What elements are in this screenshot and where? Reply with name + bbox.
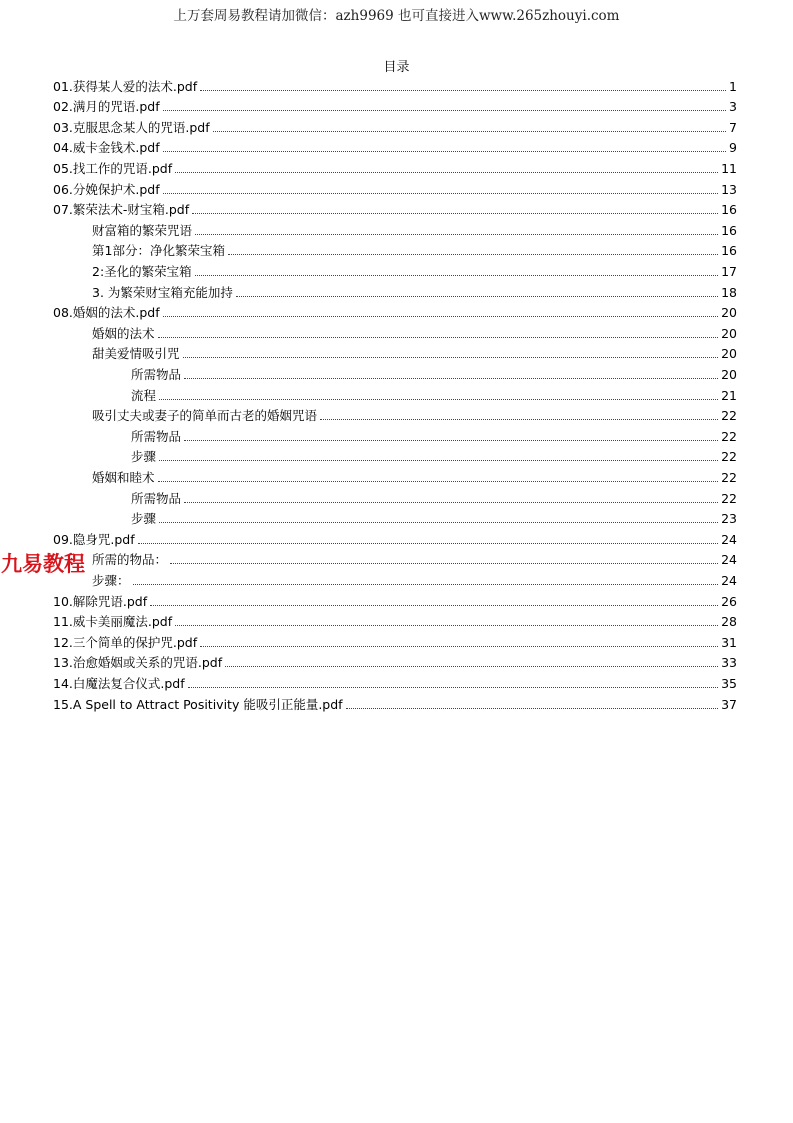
toc-entry-label: 12.三个简单的保护咒.pdf (53, 634, 198, 650)
toc-entry-page-number: 22 (721, 408, 737, 424)
toc-entry-label: 08.婚姻的法术.pdf (53, 305, 160, 321)
toc-dot-leader (159, 459, 718, 461)
toc-dot-leader (200, 89, 726, 91)
toc-entry-page-number: 20 (721, 325, 737, 341)
toc-entry[interactable] (92, 548, 737, 569)
toc-dot-leader (346, 707, 719, 709)
toc-dot-leader (225, 665, 718, 667)
toc-dot-leader (183, 356, 719, 358)
toc-entry-page-number: 1 (729, 78, 737, 94)
toc-entry-page-number: 16 (721, 222, 737, 238)
toc-entry[interactable] (53, 589, 737, 610)
toc-entry-page-number: 37 (721, 696, 737, 712)
toc-entry[interactable] (53, 115, 737, 136)
toc-entry-label: 财富箱的繁荣咒语 (92, 222, 193, 238)
toc-entry-page-number: 35 (721, 675, 737, 691)
toc-dot-leader (170, 562, 718, 564)
toc-entry-page-number: 13 (721, 181, 737, 197)
toc-entry[interactable] (53, 610, 737, 631)
toc-entry[interactable] (53, 651, 737, 672)
toc-entry[interactable] (53, 136, 737, 157)
toc-entry-page-number: 24 (721, 531, 737, 547)
toc-entry-page-number: 11 (721, 160, 737, 176)
toc-entry-page-number: 26 (721, 593, 737, 609)
toc-entry-label: 步骤： (92, 572, 130, 588)
toc-dot-leader (320, 418, 718, 420)
toc-entry-label: 13.治愈婚姻或关系的咒语.pdf (53, 655, 223, 671)
toc-entry-label: 所需物品 (131, 490, 182, 506)
toc-entry-label: 04.威卡金钱术.pdf (53, 140, 160, 156)
toc-entry-label: 01.获得某人爱的法术.pdf (53, 78, 198, 94)
toc-dot-leader (228, 253, 718, 255)
toc-entry[interactable] (53, 301, 737, 322)
toc-dot-leader (163, 315, 718, 317)
toc-entry-label: 15.A Spell to Attract Positivity 能吸引正能量.pdf (53, 696, 343, 712)
toc-dot-leader (158, 336, 719, 338)
toc-dot-leader (163, 192, 718, 194)
toc-dot-leader (175, 624, 718, 626)
toc-entry[interactable] (92, 342, 737, 363)
toc-entry[interactable] (92, 259, 737, 280)
toc-entry-label: 14.白魔法复合仪式.pdf (53, 675, 185, 691)
toc-entry-page-number: 16 (721, 243, 737, 259)
toc-entry-page-number: 7 (729, 119, 737, 135)
toc-entry-page-number: 33 (721, 655, 737, 671)
toc-entry-page-number: 3 (729, 99, 737, 115)
toc-entry-label: 甜美爱情吸引咒 (92, 346, 180, 362)
toc-entry[interactable] (53, 671, 737, 692)
toc-dot-leader (188, 686, 718, 688)
toc-entry[interactable] (53, 527, 737, 548)
toc-entry-page-number: 9 (729, 140, 737, 156)
toc-entry[interactable] (53, 198, 737, 219)
toc-entry-label: 06.分娩保护术.pdf (53, 181, 160, 197)
toc-dot-leader (150, 604, 718, 606)
toc-entry-label: 吸引丈夫或妻子的简单而古老的婚姻咒语 (92, 408, 318, 424)
toc-entry-label: 3. 为繁荣财宝箱充能加持 (92, 284, 233, 300)
toc-entry[interactable] (131, 445, 737, 466)
toc-entry-page-number: 24 (721, 552, 737, 568)
toc-dot-leader (159, 521, 718, 523)
toc-dot-leader (195, 233, 718, 235)
toc-entry-page-number: 20 (721, 305, 737, 321)
toc-entry-page-number: 16 (721, 202, 737, 218)
toc-dot-leader (163, 150, 726, 152)
toc-entry-label: 所需物品 (131, 366, 182, 382)
toc-dot-leader (163, 109, 726, 111)
toc-entry-page-number: 20 (721, 346, 737, 362)
toc-entry-page-number: 28 (721, 614, 737, 630)
toc-entry-page-number: 23 (721, 511, 737, 527)
toc-dot-leader (236, 295, 718, 297)
toc-entry[interactable] (92, 568, 737, 589)
toc-entry[interactable] (92, 321, 737, 342)
toc-dot-leader (175, 171, 718, 173)
toc-dot-leader (184, 439, 718, 441)
toc-entry-label: 02.满月的咒语.pdf (53, 99, 160, 115)
toc-dot-leader (158, 480, 719, 482)
toc-dot-leader (184, 501, 718, 503)
toc-entry-page-number: 24 (721, 572, 737, 588)
toc-entry-label: 2:圣化的繁荣宝箱 (92, 263, 192, 279)
toc-entry-page-number: 17 (721, 263, 737, 279)
toc-entry[interactable] (53, 95, 737, 116)
toc-entry-page-number: 22 (721, 449, 737, 465)
toc-entry[interactable] (92, 239, 737, 260)
toc-entry-label: 10.解除咒语.pdf (53, 593, 148, 609)
toc-entry-label: 03.克服思念某人的咒语.pdf (53, 119, 210, 135)
toc-entry-label: 11.威卡美丽魔法.pdf (53, 614, 173, 630)
toc-entry[interactable] (53, 692, 737, 713)
toc-entry-page-number: 31 (721, 634, 737, 650)
toc-entry[interactable] (92, 404, 737, 425)
toc-dot-leader (195, 274, 718, 276)
toc-dot-leader (138, 542, 718, 544)
toc-entry[interactable] (53, 177, 737, 198)
toc-entry-label: 05.找工作的咒语.pdf (53, 160, 173, 176)
toc-entry-page-number: 22 (721, 490, 737, 506)
page-header-banner: 上万套周易教程请加微信：azh9969 也可直接进入www.265zhouyi.com (173, 8, 620, 24)
toc-entry[interactable] (131, 362, 737, 383)
toc-dot-leader (213, 130, 726, 132)
toc-entry[interactable] (92, 218, 737, 239)
toc-entry-label: 步骤 (131, 511, 157, 527)
toc-entry-label: 07.繁荣法术-财宝箱.pdf (53, 202, 190, 218)
toc-entry-label: 所需的物品： (92, 552, 168, 568)
toc-entry-page-number: 18 (721, 284, 737, 300)
toc-entry[interactable] (92, 280, 737, 301)
toc-dot-leader (159, 398, 718, 400)
watermark-logo: 九易教程 (1, 552, 85, 576)
toc-entry[interactable] (131, 507, 737, 528)
toc-dot-leader (200, 645, 718, 647)
toc-title: 目录 (383, 60, 410, 75)
toc-entry-page-number: 22 (721, 469, 737, 485)
toc-entry-label: 婚姻和睦术 (92, 469, 155, 485)
toc-dot-leader (192, 212, 718, 214)
toc-entry[interactable] (53, 74, 737, 95)
toc-entry[interactable] (131, 486, 737, 507)
toc-dot-leader (133, 583, 719, 585)
toc-entry-label: 婚姻的法术 (92, 325, 155, 341)
toc-entry[interactable] (92, 465, 737, 486)
toc-entry-page-number: 20 (721, 366, 737, 382)
toc-entry-label: 第1部分：净化繁荣宝箱 (92, 243, 225, 259)
toc-entry-label: 步骤 (131, 449, 157, 465)
toc-entry-label: 所需物品 (131, 428, 182, 444)
toc-dot-leader (184, 377, 718, 379)
toc-entry-label: 流程 (131, 387, 157, 403)
toc-entry[interactable] (53, 156, 737, 177)
toc-entry-page-number: 22 (721, 428, 737, 444)
toc-entry-page-number: 21 (721, 387, 737, 403)
toc-entry-label: 09.隐身咒.pdf (53, 531, 135, 547)
toc-entry[interactable] (131, 424, 737, 445)
toc-entry[interactable] (53, 630, 737, 651)
toc-entry[interactable] (131, 383, 737, 404)
